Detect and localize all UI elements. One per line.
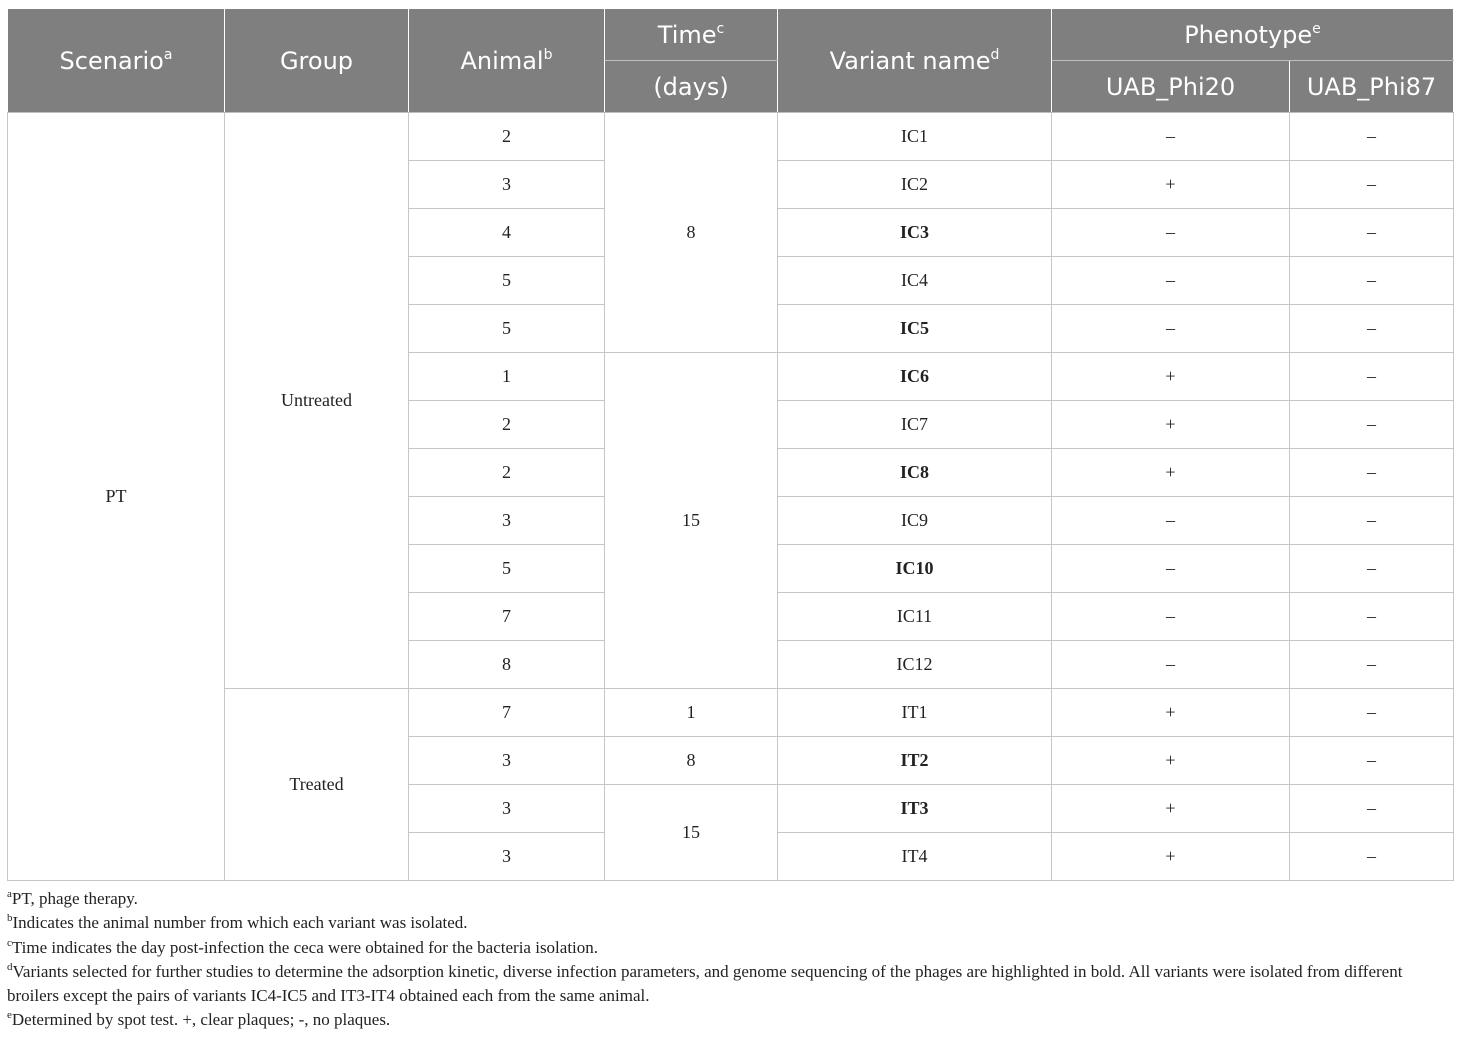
time-cell: 15	[605, 353, 778, 689]
header-phenotype: Phenotype$^e$	[1052, 9, 1454, 61]
animal-cell: 3	[409, 785, 605, 833]
phenotype-phi20-cell: –	[1052, 305, 1290, 353]
animal-cell: 3	[409, 737, 605, 785]
animal-cell: 5	[409, 305, 605, 353]
animal-cell: 2	[409, 113, 605, 161]
phenotype-phi87-cell: –	[1290, 209, 1454, 257]
animal-cell: 3	[409, 161, 605, 209]
time-cell: 15	[605, 785, 778, 881]
time-cell: 8	[605, 113, 778, 353]
animal-cell: 7	[409, 593, 605, 641]
phenotype-phi20-cell: –	[1052, 545, 1290, 593]
animal-cell: 5	[409, 257, 605, 305]
header-scenario: Scenario$^a$	[8, 9, 225, 113]
phenotype-phi20-cell: +	[1052, 401, 1290, 449]
time-cell: 8	[605, 737, 778, 785]
phenotype-phi20-cell: –	[1052, 257, 1290, 305]
header-animal: Animal$^b$	[409, 9, 605, 113]
footnote-e: $^e$Determined by spot test. +, clear plaques; -, no plaques.	[7, 1009, 391, 1030]
footnotes	[7, 887, 1453, 1033]
variant-cell-bold: IC8	[778, 449, 1052, 497]
animal-cell: 3	[409, 833, 605, 881]
phenotype-phi87-cell: –	[1290, 305, 1454, 353]
footnote-b: $^b$Indicates the animal number from which each variant was isolated.	[7, 912, 468, 933]
group-cell-untreated: Untreated	[225, 113, 409, 689]
phenotype-phi20-cell: –	[1052, 497, 1290, 545]
phenotype-phi20-cell: –	[1052, 593, 1290, 641]
phenotype-phi87-cell: –	[1290, 593, 1454, 641]
phenotype-phi87-cell: –	[1290, 353, 1454, 401]
variants-table	[7, 8, 1454, 881]
time-cell: 1	[605, 689, 778, 737]
phenotype-phi87-cell: –	[1290, 641, 1454, 689]
phenotype-phi87-cell: –	[1290, 401, 1454, 449]
variant-cell: IC12	[778, 641, 1052, 689]
phenotype-phi20-cell: –	[1052, 641, 1290, 689]
header-phage-uab-phi87: UAB_Phi87	[1290, 61, 1454, 113]
footnote-a: $^a$PT, phage therapy.	[7, 888, 138, 908]
phenotype-phi87-cell: –	[1290, 497, 1454, 545]
variant-cell-bold: IT2	[778, 737, 1052, 785]
phenotype-phi87-cell: –	[1290, 161, 1454, 209]
animal-cell: 5	[409, 545, 605, 593]
animal-cell: 4	[409, 209, 605, 257]
phenotype-phi87-cell: –	[1290, 833, 1454, 881]
table-row	[8, 689, 1454, 737]
animal-cell: 8	[409, 641, 605, 689]
phenotype-phi20-cell: –	[1052, 113, 1290, 161]
phenotype-phi20-cell: +	[1052, 449, 1290, 497]
variant-cell-bold: IC10	[778, 545, 1052, 593]
variant-cell-bold: IC5	[778, 305, 1052, 353]
variant-cell: IC2	[778, 161, 1052, 209]
footnote-c: $^c$Time indicates the day post-infection the ceca were obtained for the bacteria isolation.	[7, 936, 599, 957]
variant-cell: IT4	[778, 833, 1052, 881]
animal-cell: 7	[409, 689, 605, 737]
header-phage-uab-phi20: UAB_Phi20	[1052, 61, 1290, 113]
variant-cell-bold: IC6	[778, 353, 1052, 401]
phenotype-phi87-cell: –	[1290, 449, 1454, 497]
header-time: Time$^c$	[605, 9, 778, 61]
phenotype-phi20-cell: +	[1052, 689, 1290, 737]
phenotype-phi87-cell: –	[1290, 257, 1454, 305]
phenotype-phi20-cell: +	[1052, 737, 1290, 785]
variant-cell: IC9	[778, 497, 1052, 545]
phenotype-phi87-cell: –	[1290, 113, 1454, 161]
header-time-unit: (days)	[605, 61, 778, 113]
phenotype-phi20-cell: +	[1052, 353, 1290, 401]
table-container	[7, 8, 1453, 1033]
animal-cell: 1	[409, 353, 605, 401]
phenotype-phi20-cell: +	[1052, 833, 1290, 881]
variant-cell: IC4	[778, 257, 1052, 305]
animal-cell: 2	[409, 401, 605, 449]
phenotype-phi20-cell: –	[1052, 209, 1290, 257]
table-row	[8, 113, 1454, 161]
scenario-cell: PT	[8, 113, 225, 881]
phenotype-phi20-cell: +	[1052, 161, 1290, 209]
header-variant-name: Variant name$^d$	[778, 9, 1052, 113]
variant-cell: IC11	[778, 593, 1052, 641]
variant-cell-bold: IC3	[778, 209, 1052, 257]
variant-cell: IC1	[778, 113, 1052, 161]
variant-cell: IC7	[778, 401, 1052, 449]
header-row-1	[8, 9, 1454, 61]
animal-cell: 2	[409, 449, 605, 497]
animal-cell: 3	[409, 497, 605, 545]
header-group: Group	[225, 9, 409, 113]
footnote-d: $^d$Variants selected for further studies to determine the adsorption kinetic, diverse infection parameters, and genome sequencing of the phages are highlighted in bold. All variants were isolated from different broilers except the pairs of variants IC4-IC5 and IT3-IT4 obtained each from the same animal.	[7, 960, 1403, 1006]
group-cell-treated: Treated	[225, 689, 409, 881]
variant-cell: IT1	[778, 689, 1052, 737]
phenotype-phi87-cell: –	[1290, 785, 1454, 833]
variant-cell-bold: IT3	[778, 785, 1052, 833]
phenotype-phi87-cell: –	[1290, 737, 1454, 785]
phenotype-phi20-cell: +	[1052, 785, 1290, 833]
phenotype-phi87-cell: –	[1290, 545, 1454, 593]
phenotype-phi87-cell: –	[1290, 689, 1454, 737]
